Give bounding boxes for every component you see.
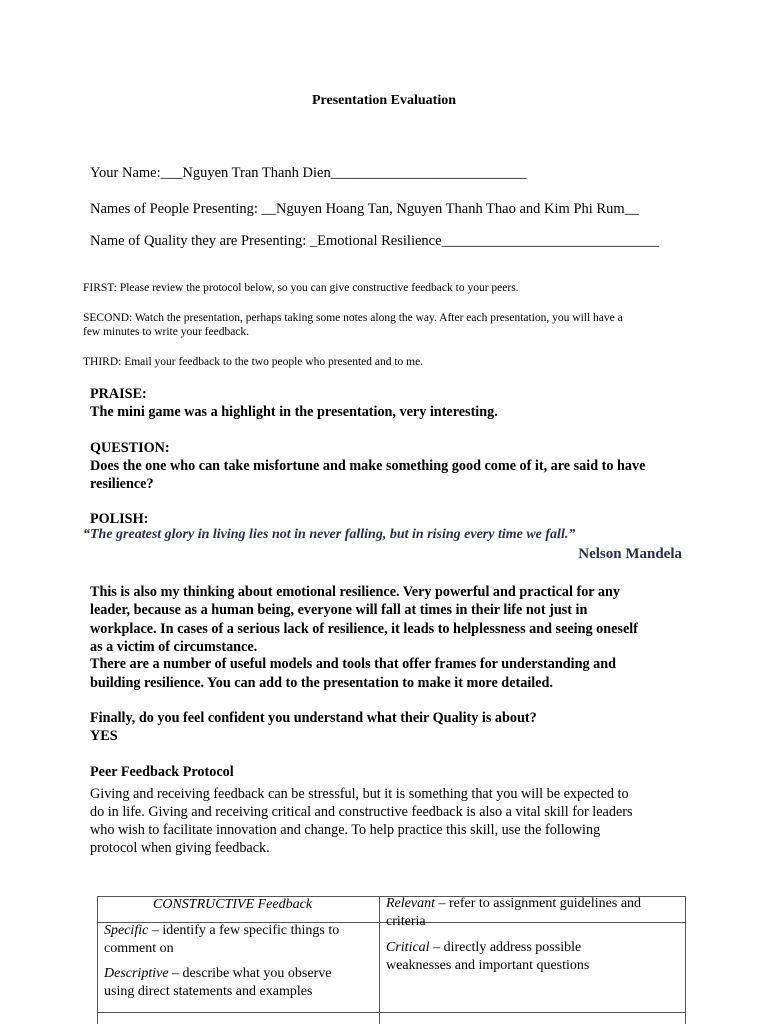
protocol-line: protocol when giving feedback. (90, 840, 270, 856)
table-rule (685, 896, 686, 1024)
quote-author: Nelson Mandela (578, 546, 682, 562)
specific-desc: – identify a few specific things to (148, 923, 340, 938)
your-name-field: Your Name:___Nguyen Tran Thanh Dien___________________________ (90, 165, 527, 181)
polish-line: This is also my thinking about emotional resilience. Very powerful and practical for any (90, 584, 620, 600)
table-cell-specific (104, 922, 339, 940)
polish-heading: POLISH: (90, 511, 149, 527)
critical-desc: – directly address possible (429, 940, 582, 955)
polish-line: leader, because as a human being, everyone will fall at times in their life not just in (90, 602, 588, 618)
instruction-third: THIRD: Email your feedback to the two people who presented and to me. (83, 356, 424, 368)
descriptive-term: Descriptive (104, 966, 169, 981)
relevant-desc-line2: criteria (386, 914, 426, 929)
polish-line: workplace. In cases of a serious lack of resilience, it leads to helplessness and seeing oneself (90, 621, 638, 637)
page-title: Presentation Evaluation (311, 93, 457, 108)
praise-heading: PRAISE: (90, 386, 147, 402)
table-header-constructive: CONSTRUCTIVE Feedback (153, 897, 313, 912)
instruction-second-line2: few minutes to write your feedback. (83, 326, 250, 338)
table-cell-descriptive (104, 965, 331, 983)
protocol-line: Giving and receiving feedback can be stressful, but it is something that you will be expected to (90, 786, 629, 802)
final-question: Finally, do you feel confident you understand what their Quality is about? (90, 710, 537, 726)
table-rule (97, 896, 98, 1024)
relevant-desc: – refer to assignment guidelines and (434, 896, 642, 911)
question-text-line1: Does the one who can take misfortune and make something good come of it, are said to have (90, 458, 646, 474)
table-rule (97, 1012, 685, 1013)
mandela-quote: “The greatest glory in living lies not in never falling, but in rising every time we fall.” (83, 527, 576, 542)
table-rule (379, 896, 380, 1024)
relevant-term: Relevant (386, 896, 435, 911)
protocol-line: do in life. Giving and receiving critical and constructive feedback is also a vital skill for leaders (90, 804, 633, 820)
polish-line: There are a number of useful models and tools that offer frames for understanding and (90, 656, 617, 672)
table-cell-relevant (386, 895, 641, 913)
question-text-line2: resilience? (90, 476, 154, 492)
specific-desc-line2: comment on (104, 941, 174, 956)
table-cell-critical (386, 939, 581, 957)
quality-field: Name of Quality they are Presenting: _Emotional Resilience______________________________ (90, 233, 660, 249)
praise-text: The mini game was a highlight in the presentation, very interesting. (90, 404, 498, 420)
final-answer: YES (90, 728, 118, 744)
polish-line: building resilience. You can add to the presentation to make it more detailed. (90, 675, 553, 691)
presenters-field: Names of People Presenting: __Nguyen Hoang Tan, Nguyen Thanh Thao and Kim Phi Rum__ (90, 201, 640, 217)
descriptive-desc: – describe what you observe (168, 966, 332, 981)
specific-term: Specific (104, 923, 149, 938)
protocol-heading: Peer Feedback Protocol (90, 764, 234, 780)
protocol-line: who wish to facilitate innovation and change. To help practice this skill, use the following (90, 822, 601, 838)
descriptive-desc-line2: using direct statements and examples (104, 984, 313, 999)
polish-line: as a victim of circumstance. (90, 639, 258, 655)
question-heading: QUESTION: (90, 440, 170, 456)
critical-term: Critical (386, 940, 430, 955)
instruction-first: FIRST: Please review the protocol below, so you can give constructive feedback to your peers. (83, 282, 519, 294)
instruction-second-line1: SECOND: Watch the presentation, perhaps taking some notes along the way. After each presentation, you will have a (83, 312, 623, 324)
critical-desc-line2: weaknesses and important questions (386, 958, 590, 973)
